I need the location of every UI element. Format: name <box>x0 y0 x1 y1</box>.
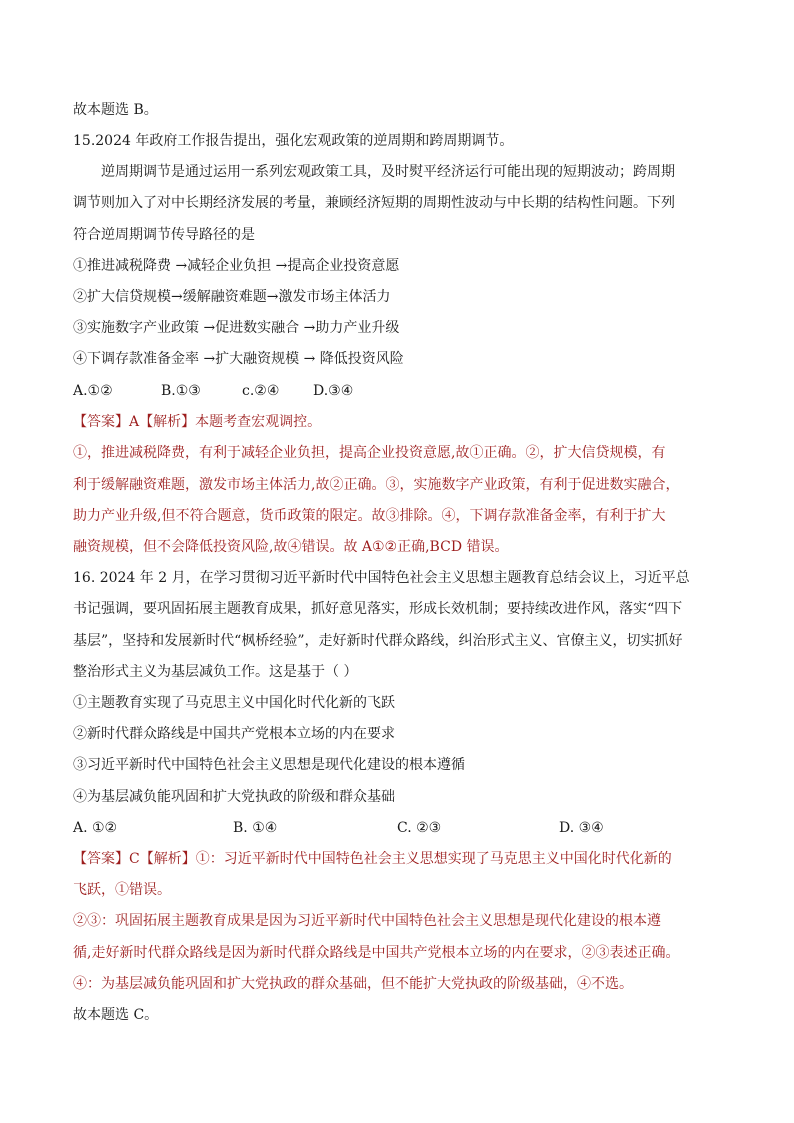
q16-item: ③习近平新时代中国特色社会主义思想是现代化建设的根本遵循 <box>73 757 465 773</box>
q15-item: ④下调存款准备金率 →扩大融资规模 → 降低投资风险 <box>73 351 404 367</box>
q16-option-c: C. ②③ <box>397 820 442 836</box>
q15-analysis-line: 利于缓解融资难题，激发市场主体活力,故②正确。③，实施数字产业政策，有利于促进数实融合， <box>73 477 680 493</box>
q15-analysis-line: ①，推进减税降费，有利于减轻企业负担，提高企业投资意愿,故①正确。②，扩大信贷规模，有 <box>73 445 666 461</box>
q15-option-d: D.③④ <box>313 383 354 399</box>
previous-conclusion: 故本题选 B。 <box>73 102 158 118</box>
q16-item: ②新时代群众路线是中国共产党根本立场的内在要求 <box>73 726 395 742</box>
q16-options <box>73 818 723 838</box>
q15-answer: 【答案】A【解析】本题考查宏观调控。 <box>73 414 322 430</box>
q16-stem-line: 整治形式主义为基层减负工作。这是基于（ ） <box>73 664 358 680</box>
q16-option-d: D. ③④ <box>559 820 604 836</box>
q15-option-a: A.①② <box>73 383 113 399</box>
q15-analysis-line: 融资规模，但不会降低投资风险,故④错误。故 A①②正确,BCD 错误。 <box>73 539 509 555</box>
q16-item: ④为基层减负能巩固和扩大党执政的阶级和群众基础 <box>73 789 395 805</box>
q16-stem-line: 基层”，坚持和发展新时代“枫桥经验”，走好新时代群众路线，纠治形式主义、官僚主义，切实抓好 <box>73 633 683 649</box>
q15-stem: 15.2024 年政府工作报告提出，强化宏观政策的逆周期和跨周期调节。 <box>73 133 514 149</box>
q15-item: ①推进减税降费 →减轻企业负担 →提高企业投资意愿 <box>73 258 400 274</box>
q15-option-c: c.②④ <box>242 383 280 399</box>
q15-options <box>73 381 723 401</box>
q15-item: ③实施数字产业政策 →促进数实融合 →助力产业升级 <box>73 320 400 336</box>
q16-stem-line: 16. 2024 年 2 月，在学习贯彻习近平新时代中国特色社会主义思想主题教育总结会议上，习近平总 <box>73 570 690 586</box>
q15-paragraph-line: 逆周期调节是通过运用一系列宏观政策工具，及时熨平经济运行可能出现的短期波动；跨周期 <box>101 164 675 180</box>
q15-paragraph-line: 符合逆周期调节传导路径的是 <box>73 227 255 243</box>
q16-conclusion: 故本题选 C。 <box>73 1007 159 1023</box>
q16-answer-line: 飞跃，①错误。 <box>73 882 171 898</box>
q16-option-b: B. ①④ <box>233 820 278 836</box>
q15-paragraph-line: 调节则加入了对中长期经济发展的考量，兼顾经济短期的周期性波动与中长期的结构性问题。下列 <box>73 195 675 211</box>
q15-item: ②扩大信贷规模→缓解融资难题→激发市场主体活力 <box>73 289 391 305</box>
q16-analysis-line: ②③：巩固拓展主题教育成果是因为习近平新时代中国特色社会主义思想是现代化建设的根本遵 <box>73 913 661 929</box>
q16-analysis-line: 循,走好新时代群众路线是因为新时代群众路线是中国共产党根本立场的内在要求，②③表述正确。 <box>73 945 680 961</box>
q16-stem-line: 书记强调，要巩固拓展主题教育成果，抓好意见落实，形成长效机制；要持续改进作风，落实“四下 <box>73 601 683 617</box>
q16-option-a: A. ①② <box>73 820 118 836</box>
q15-option-b: B.①③ <box>161 383 201 399</box>
q16-answer-line: 【答案】C【解析】①：习近平新时代中国特色社会主义思想实现了马克思主义中国化时代化新的 <box>73 851 672 867</box>
q16-analysis-line: ④：为基层减负能巩固和扩大党执政的群众基础，但不能扩大党执政的阶级基础，④不选。 <box>73 976 633 992</box>
q16-item: ①主题教育实现了马克思主义中国化时代化新的飞跃 <box>73 695 395 711</box>
q15-analysis-line: 助力产业升级,但不符合题意，货币政策的限定。故③排除。④，下调存款准备金率，有利于扩大 <box>73 508 666 524</box>
